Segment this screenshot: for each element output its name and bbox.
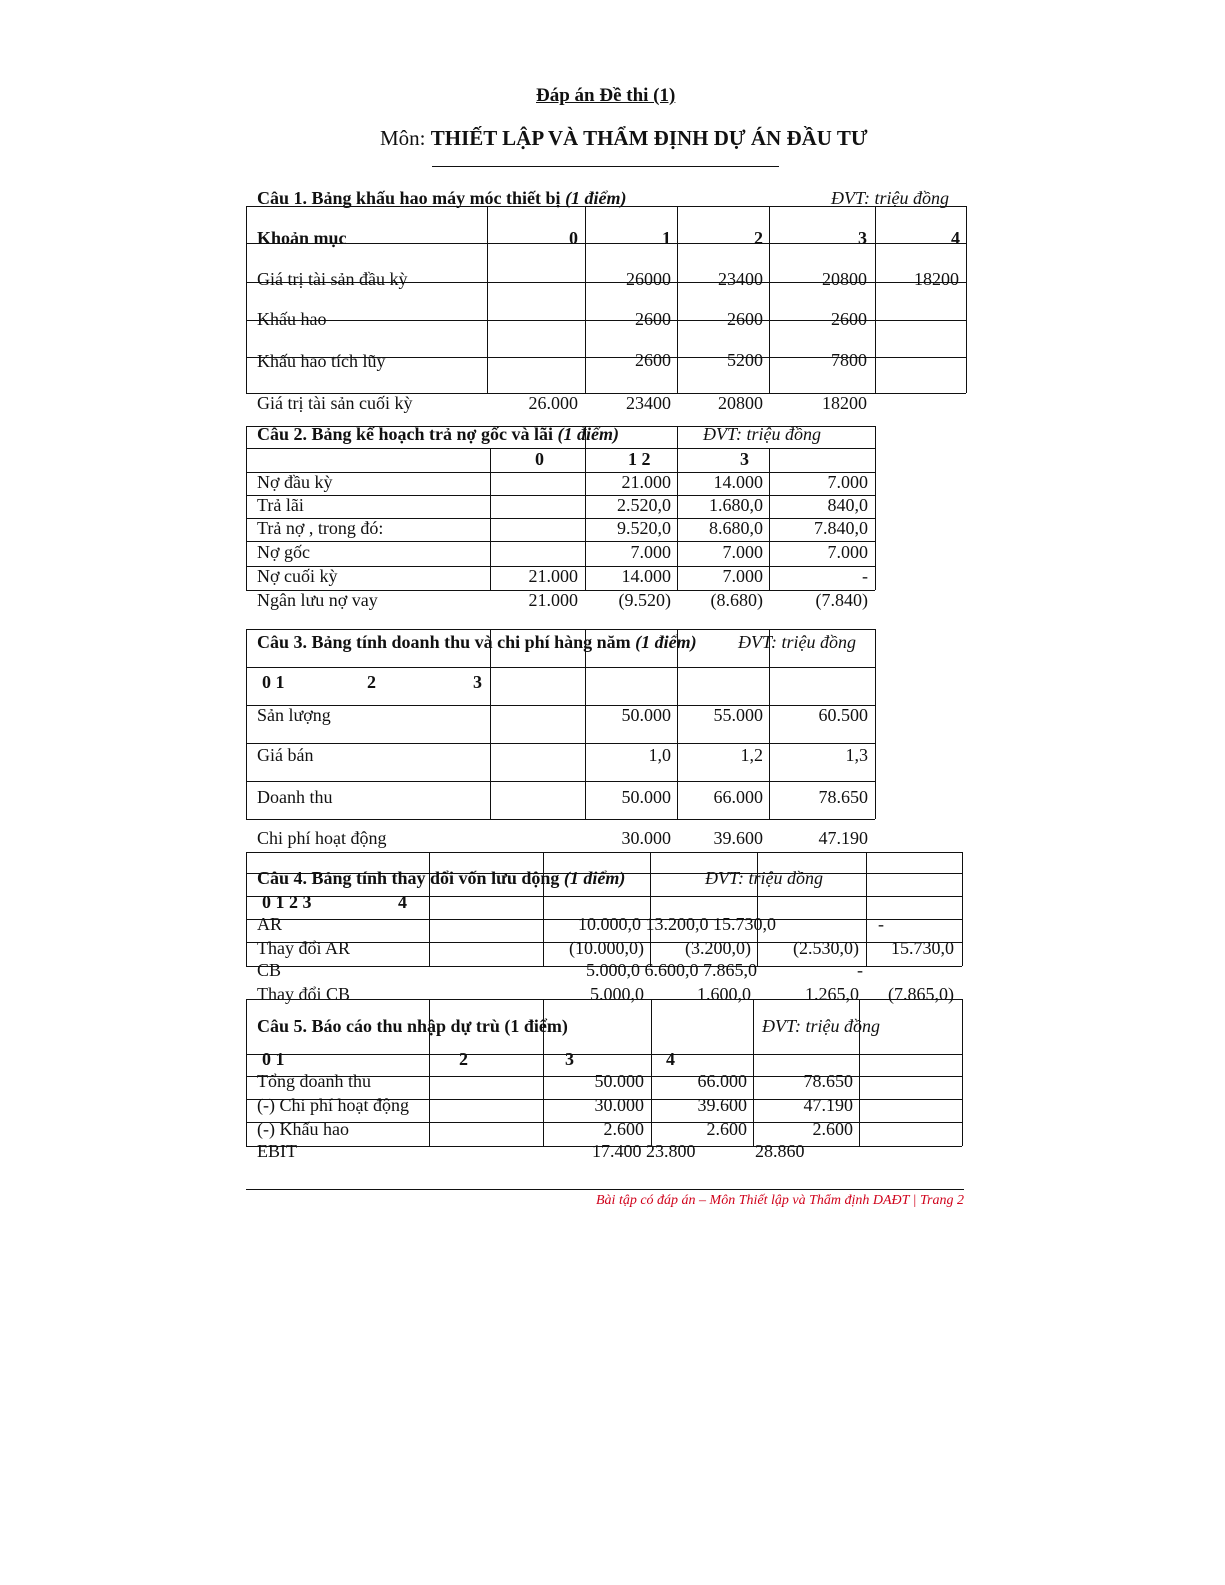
q3-border-top bbox=[246, 629, 875, 630]
q3-points: (1 điểm) bbox=[635, 632, 697, 652]
q5-cell: 78.650 bbox=[803, 1071, 853, 1091]
q2-cell: 21.000 bbox=[528, 566, 578, 586]
q1-cell: 23400 bbox=[718, 269, 763, 289]
q3-line bbox=[246, 781, 875, 782]
q4-cell: 10.000,0 13.200,0 15.730,0 bbox=[578, 914, 776, 934]
q3-cell: 1,3 bbox=[845, 745, 868, 765]
q1-cell: 23400 bbox=[626, 393, 671, 413]
q3-row-label: Sản lượng bbox=[257, 705, 331, 725]
q5-cell: 50.000 bbox=[594, 1071, 644, 1091]
q4-title-text: Câu 4. Bảng tính thay đổi vốn lưu động bbox=[257, 868, 564, 888]
q2-vline bbox=[875, 426, 876, 590]
q1-cell: 26000 bbox=[626, 269, 671, 289]
q2-line bbox=[246, 448, 875, 449]
q3-title bbox=[257, 632, 697, 652]
q4-year: 0 1 2 3 bbox=[262, 892, 312, 912]
q4-border-top bbox=[246, 852, 962, 853]
q3-vline bbox=[875, 629, 876, 819]
q5-year: 3 bbox=[565, 1049, 574, 1069]
q2-row-label: Ngân lưu nợ vay bbox=[257, 590, 378, 610]
q3-vline bbox=[246, 629, 247, 819]
q2-cell: 7.000 bbox=[630, 542, 671, 562]
q3-line bbox=[246, 667, 875, 668]
q2-cell: (8.680) bbox=[710, 590, 763, 610]
q3-cell: 50.000 bbox=[621, 787, 671, 807]
q5-cell: 2.600 bbox=[706, 1119, 747, 1139]
q2-cell: - bbox=[862, 566, 868, 586]
q2-cell: 1.680,0 bbox=[709, 495, 763, 515]
q1-year: 1 bbox=[662, 228, 671, 248]
q2-cell: 14.000 bbox=[621, 566, 671, 586]
subject-line bbox=[380, 126, 868, 151]
q2-cell: 7.000 bbox=[722, 566, 763, 586]
footer-text: Bài tập có đáp án – Môn Thiết lập và Thẩm định DAĐT | Trang 2 bbox=[596, 1193, 964, 1208]
q1-year: 3 bbox=[858, 228, 867, 248]
q4-cell: - bbox=[857, 960, 863, 980]
q2-title bbox=[257, 424, 619, 444]
q2-cell: 7.840,0 bbox=[814, 518, 868, 538]
q5-vline bbox=[246, 999, 247, 1146]
q5-border-top bbox=[246, 999, 962, 1000]
q1-title-text: Câu 1. Bảng khấu hao máy móc thiết bị bbox=[257, 188, 566, 208]
q4-cell: 1.265,0 bbox=[805, 984, 859, 1004]
q5-cell: 30.000 bbox=[594, 1095, 644, 1115]
q4-row-label: Thay đổi CB bbox=[257, 984, 350, 1004]
q4-row-label: Thay đổi AR bbox=[257, 938, 350, 958]
q5-unit: ĐVT: triệu đồng bbox=[762, 1016, 881, 1036]
q5-cell: 17.400 23.800 bbox=[592, 1141, 696, 1161]
q1-vline bbox=[246, 206, 247, 393]
q4-cell: (3.200,0) bbox=[685, 938, 751, 958]
q4-cell: 5.000,0 bbox=[590, 984, 644, 1004]
q4-year: 4 bbox=[398, 892, 407, 912]
q1-cell: 2600 bbox=[635, 309, 671, 329]
footer-rule bbox=[246, 1189, 964, 1190]
q5-cell: 39.600 bbox=[697, 1095, 747, 1115]
q5-cell: 2.600 bbox=[812, 1119, 853, 1139]
q3-year: 2 bbox=[367, 672, 376, 692]
q2-year: 1 2 bbox=[628, 449, 651, 469]
q1-year: 4 bbox=[951, 228, 960, 248]
q5-row-label: EBIT bbox=[257, 1141, 297, 1161]
q2-row-label: Trả lãi bbox=[257, 495, 304, 515]
q1-points: (1 điểm) bbox=[565, 188, 627, 208]
q1-title bbox=[257, 188, 627, 208]
q4-cell: (2.530,0) bbox=[793, 938, 859, 958]
q3-row-label: Chi phí hoạt động bbox=[257, 828, 387, 848]
q3-unit: ĐVT: triệu đồng bbox=[738, 632, 857, 652]
q1-year: 0 bbox=[569, 228, 578, 248]
q4-cell: (7.865,0) bbox=[888, 984, 954, 1004]
q4-cell: (10.000,0) bbox=[569, 938, 644, 958]
q1-row-label: Khấu hao tích lũy bbox=[257, 351, 386, 371]
q3-cell: 78.650 bbox=[818, 787, 868, 807]
q1-row-label: Giá trị tài sản đầu kỳ bbox=[257, 269, 408, 289]
q1-vline bbox=[487, 206, 488, 393]
q2-title-text: Câu 2. Bảng kế hoạch trả nợ gốc và lãi bbox=[257, 424, 558, 444]
q2-cell: 21.000 bbox=[528, 590, 578, 610]
q1-cell: 2600 bbox=[831, 309, 867, 329]
q1-border-top bbox=[246, 206, 966, 207]
q1-cell: 18200 bbox=[914, 269, 959, 289]
q2-points: (1 điểm) bbox=[557, 424, 619, 444]
q2-year: 3 bbox=[740, 449, 749, 469]
q5-row-label: Tổng doanh thu bbox=[257, 1071, 371, 1091]
q2-row-label: Nợ cuối kỳ bbox=[257, 566, 338, 586]
q2-row-label: Trả nợ , trong đó: bbox=[257, 518, 384, 538]
q3-cell: 50.000 bbox=[621, 705, 671, 725]
q3-cell: 47.190 bbox=[818, 828, 868, 848]
q2-row-label: Nợ đầu kỳ bbox=[257, 472, 333, 492]
q2-cell: 2.520,0 bbox=[617, 495, 671, 515]
q5-row-label: (-) Khấu hao bbox=[257, 1119, 349, 1139]
title-rule bbox=[432, 166, 779, 167]
q2-vline bbox=[246, 426, 247, 590]
q4-row-label: CB bbox=[257, 960, 282, 980]
q4-title bbox=[257, 868, 625, 888]
q4-line bbox=[246, 896, 962, 897]
q3-row-label: Giá bán bbox=[257, 745, 314, 765]
q5-year: 2 bbox=[459, 1049, 468, 1069]
subject-prefix: Môn: bbox=[380, 126, 431, 150]
q1-cell: 7800 bbox=[831, 350, 867, 370]
q2-cell: 8.680,0 bbox=[709, 518, 763, 538]
q5-year: 4 bbox=[666, 1049, 675, 1069]
q2-cell: (7.840) bbox=[815, 590, 868, 610]
q5-cell: 28.860 bbox=[755, 1141, 805, 1161]
q1-vline bbox=[966, 206, 967, 393]
q4-cell: 15.730,0 bbox=[891, 938, 954, 958]
q4-vline bbox=[962, 852, 963, 966]
q3-year: 0 1 bbox=[262, 672, 285, 692]
q4-cell: 5.000,0 6.600,0 7.865,0 bbox=[586, 960, 757, 980]
q1-cell: 5200 bbox=[727, 350, 763, 370]
q3-cell: 30.000 bbox=[621, 828, 671, 848]
q2-cell: (9.520) bbox=[618, 590, 671, 610]
q2-cell: 7.000 bbox=[827, 542, 868, 562]
q1-cell: 26.000 bbox=[528, 393, 578, 413]
q5-cell: 47.190 bbox=[803, 1095, 853, 1115]
q5-row-label: (-) Chi phí hoạt động bbox=[257, 1095, 409, 1115]
q1-cell: 20800 bbox=[822, 269, 867, 289]
q2-cell: 840,0 bbox=[827, 495, 868, 515]
q3-cell: 1,2 bbox=[740, 745, 763, 765]
page-title: Đáp án Đề thi (1) bbox=[536, 85, 676, 106]
q3-line bbox=[246, 743, 875, 744]
q2-cell: 7.000 bbox=[827, 472, 868, 492]
q2-row-label: Nợ gốc bbox=[257, 542, 311, 562]
q2-year: 0 bbox=[535, 449, 544, 469]
q3-cell: 39.600 bbox=[713, 828, 763, 848]
q3-cell: 66.000 bbox=[713, 787, 763, 807]
q5-cell: 2.600 bbox=[603, 1119, 644, 1139]
q1-cell: 18200 bbox=[822, 393, 867, 413]
q1-year: 2 bbox=[754, 228, 763, 248]
q4-cell: 1.600,0 bbox=[697, 984, 751, 1004]
q4-cell: - bbox=[878, 914, 884, 934]
q4-row-label: AR bbox=[257, 914, 283, 934]
q5-year: 0 1 bbox=[262, 1049, 285, 1069]
q5-title: Câu 5. Báo cáo thu nhập dự trù (1 điểm) bbox=[257, 1016, 568, 1036]
q2-cell: 7.000 bbox=[722, 542, 763, 562]
q4-vline bbox=[246, 852, 247, 966]
q1-cell: 2600 bbox=[635, 350, 671, 370]
q2-cell: 21.000 bbox=[621, 472, 671, 492]
q4-unit: ĐVT: triệu đồng bbox=[705, 868, 824, 888]
q5-line bbox=[246, 1054, 962, 1055]
q4-points: (1 điểm) bbox=[563, 868, 626, 888]
q3-cell: 60.500 bbox=[818, 705, 868, 725]
q5-cell: 66.000 bbox=[697, 1071, 747, 1091]
q3-row-label: Doanh thu bbox=[257, 787, 333, 807]
q3-border-bottom bbox=[246, 819, 875, 820]
q3-year: 3 bbox=[473, 672, 482, 692]
q3-title-text: Câu 3. Bảng tính doanh thu và chi phí hàng năm bbox=[257, 632, 636, 652]
q2-cell: 9.520,0 bbox=[617, 518, 671, 538]
q3-cell: 55.000 bbox=[713, 705, 763, 725]
q1-cell: 20800 bbox=[718, 393, 763, 413]
q1-row-label: Khấu hao bbox=[257, 309, 327, 329]
q3-cell: 1,0 bbox=[648, 745, 671, 765]
q1-row-label: Giá trị tài sản cuối kỳ bbox=[257, 393, 413, 413]
q2-unit: ĐVT: triệu đồng bbox=[703, 424, 822, 444]
q3-vline bbox=[490, 629, 491, 819]
q5-vline bbox=[962, 999, 963, 1146]
q1-cell: 2600 bbox=[727, 309, 763, 329]
q2-cell: 14.000 bbox=[713, 472, 763, 492]
q1-col-header: Khoản mục bbox=[257, 228, 347, 248]
subject-name: THIẾT LẬP VÀ THẨM ĐỊNH DỰ ÁN ĐẦU TƯ bbox=[430, 126, 868, 150]
q1-unit: ĐVT: triệu đồng bbox=[831, 188, 950, 208]
